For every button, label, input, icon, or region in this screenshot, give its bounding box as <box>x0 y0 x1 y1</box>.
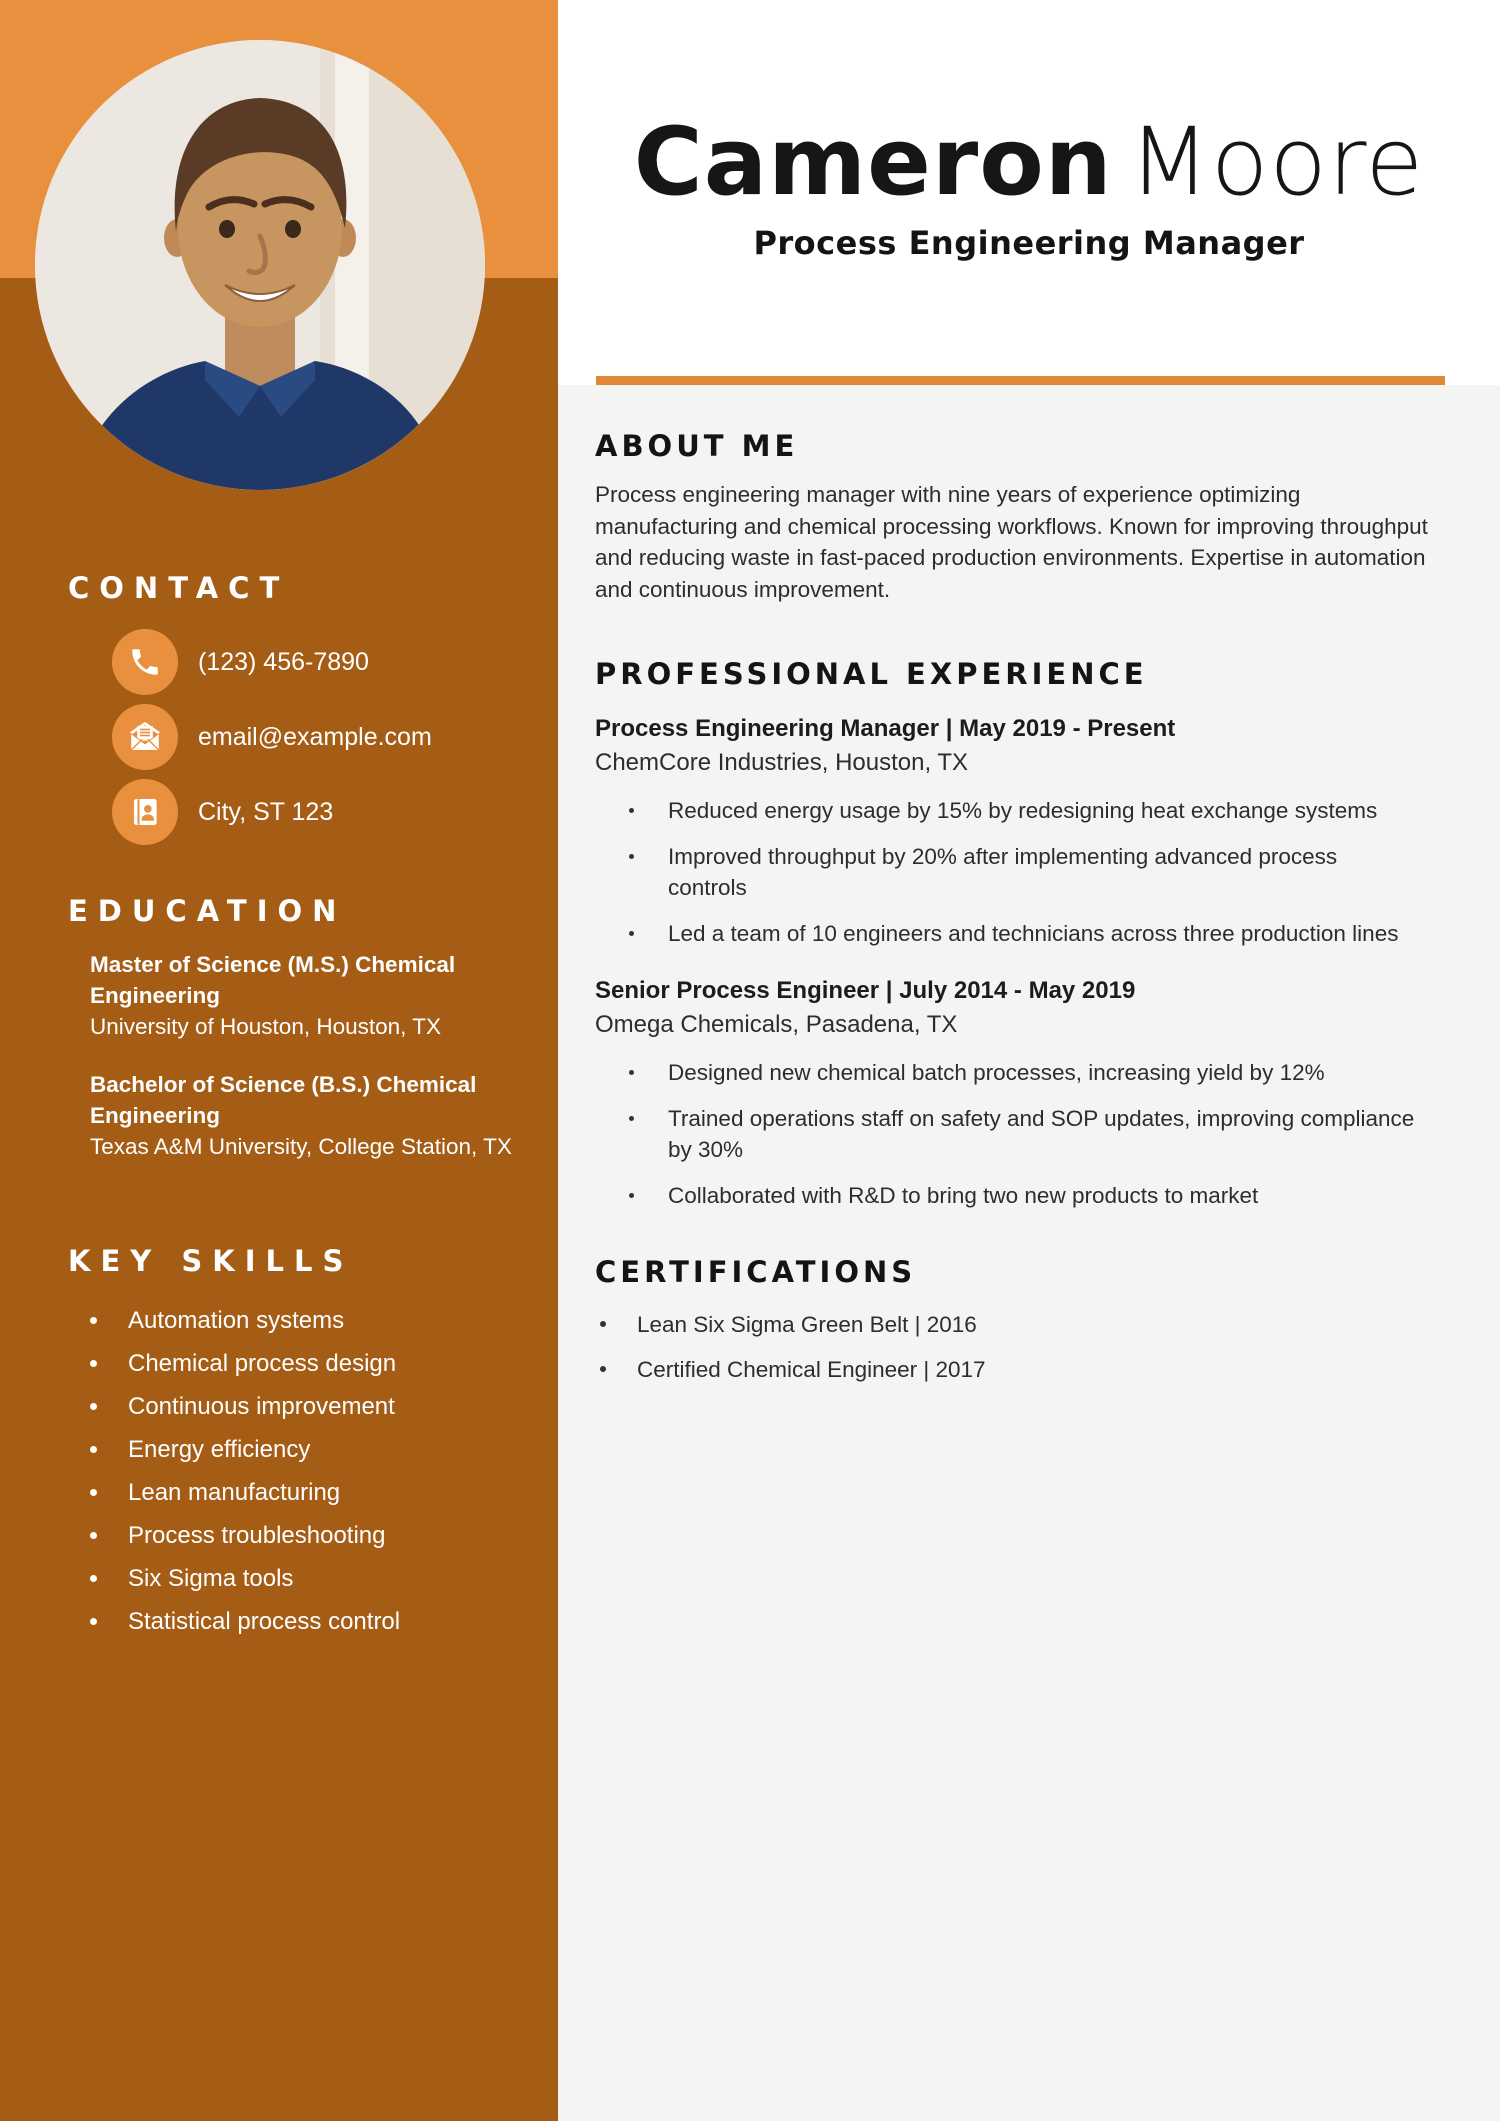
contact-heading: CONTACT <box>68 571 290 605</box>
experience-bullet: Trained operations staff on safety and SOP updates, improving compliance by 30% <box>629 1103 1419 1166</box>
contact-item-phone <box>112 629 528 695</box>
skill-item: Continuous improvement <box>90 1391 538 1422</box>
skill-item: Six Sigma tools <box>90 1563 538 1594</box>
job-entry <box>595 975 1445 1211</box>
about-me-text: Process engineering manager with nine years of experience optimizing manufacturing and chemical processing workflows. Known for improving throughput and reducing waste in fast-paced production environments. Expertise in automation and continuous improvement. <box>595 482 1428 602</box>
main-content-panel <box>558 385 1500 2121</box>
education-item <box>90 949 538 1042</box>
experience-bullet: Collaborated with R&D to bring two new products to market <box>629 1180 1419 1212</box>
profile-photo <box>35 40 485 490</box>
job-bullet-list <box>595 1057 1445 1211</box>
about-me-heading: ABOUT ME <box>595 429 799 463</box>
experience-bullet: Designed new chemical batch processes, increasing yield by 12% <box>629 1057 1419 1089</box>
email-address: email@example.com <box>198 722 432 751</box>
certification-item: Lean Six Sigma Green Belt | 2016 <box>600 1309 1445 1341</box>
last-name: Moore <box>1128 108 1425 217</box>
education-heading: EDUCATION <box>68 894 347 928</box>
job-entry <box>595 713 1445 949</box>
degree-name: Master of Science (M.S.) Chemical Engineering <box>90 952 456 1008</box>
skill-item: Chemical process design <box>90 1348 538 1379</box>
sidebar <box>0 0 558 2121</box>
phone-number: (123) 456-7890 <box>198 647 369 676</box>
contact-item-location <box>112 779 528 845</box>
orange-divider-rule <box>596 376 1445 385</box>
skill-item: Lean manufacturing <box>90 1477 538 1508</box>
contact-item-email <box>112 704 528 770</box>
person-name <box>558 108 1500 217</box>
job-title-line: Senior Process Engineer | July 2014 - May 2019 <box>595 977 1136 1004</box>
certifications-heading: CERTIFICATIONS <box>595 1255 917 1289</box>
education-item <box>90 1069 538 1162</box>
school-name: Texas A&M University, College Station, TX <box>90 1134 512 1159</box>
experience-bullet: Led a team of 10 engineers and technicians across three production lines <box>629 918 1419 950</box>
skills-list <box>90 1305 538 1637</box>
certification-item: Certified Chemical Engineer | 2017 <box>600 1354 1445 1386</box>
location-text: City, ST 123 <box>198 797 334 826</box>
profile-photo-illustration <box>35 40 485 490</box>
skill-item: Process troubleshooting <box>90 1520 538 1551</box>
experience-bullet: Reduced energy usage by 15% by redesigning heat exchange systems <box>629 795 1419 827</box>
job-title-line: Process Engineering Manager | May 2019 - Present <box>595 715 1176 742</box>
contact-section <box>68 570 528 854</box>
about-me-section <box>595 429 1445 605</box>
phone-icon <box>112 629 178 695</box>
job-bullet-list <box>595 795 1445 949</box>
job-company: Omega Chemicals, Pasadena, TX <box>595 1011 958 1038</box>
certifications-section <box>595 1255 1445 1385</box>
education-section <box>68 893 538 1162</box>
skill-item: Energy efficiency <box>90 1434 538 1465</box>
address-book-icon <box>112 779 178 845</box>
key-skills-section <box>68 1243 538 1649</box>
skill-item: Statistical process control <box>90 1606 538 1637</box>
professional-experience-section <box>595 657 1445 1211</box>
skill-item: Automation systems <box>90 1305 538 1336</box>
degree-name: Bachelor of Science (B.S.) Chemical Engineering <box>90 1072 477 1128</box>
envelope-icon <box>112 704 178 770</box>
experience-heading: PROFESSIONAL EXPERIENCE <box>595 657 1148 691</box>
certifications-list <box>595 1309 1445 1385</box>
first-name: Cameron <box>633 108 1113 217</box>
header-job-title: Process Engineering Manager <box>753 224 1305 262</box>
job-company: ChemCore Industries, Houston, TX <box>595 749 969 776</box>
experience-bullet: Improved throughput by 20% after implementing advanced process controls <box>629 841 1419 904</box>
key-skills-heading: KEY SKILLS <box>68 1244 354 1278</box>
school-name: University of Houston, Houston, TX <box>90 1014 441 1039</box>
